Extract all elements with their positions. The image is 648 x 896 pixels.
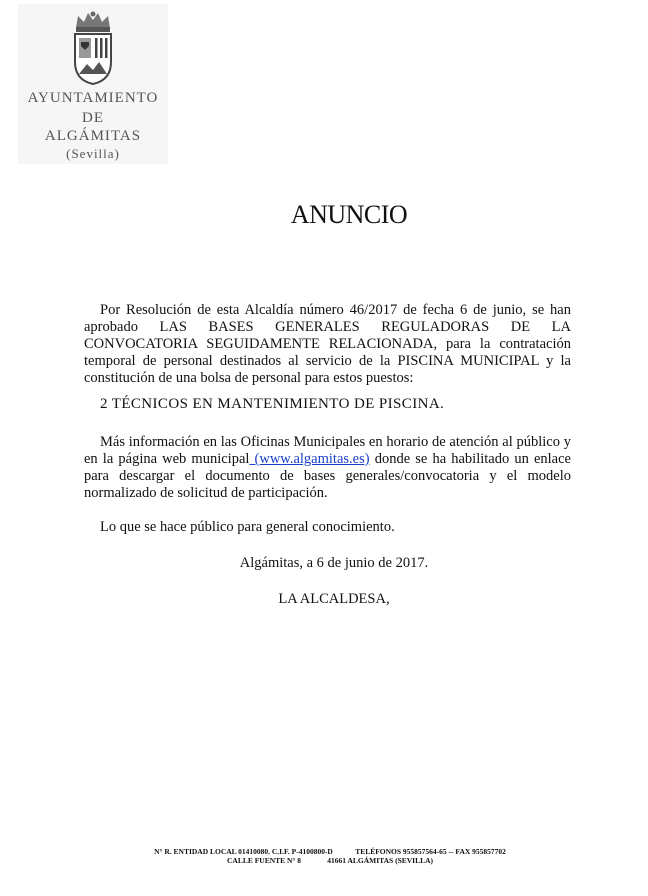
footer-line2: CALLE FUENTE N° 8 41661 ALGÁMITAS (SEVILLA) xyxy=(226,856,433,865)
information-text-continued: donde se ha habilitado un enlace para descargar el documento de bases generales/convocatoria y el modelo normalizado de solicitud de participación. xyxy=(84,451,571,501)
coat-of-arms-icon xyxy=(70,10,116,86)
municipal-crest xyxy=(18,4,168,164)
website-link[interactable]: (www.algamitas.es) xyxy=(249,451,370,467)
positions-line: 2 TÉCNICOS EN MANTENIMIENTO DE PISCINA. xyxy=(100,396,445,412)
crest-text-line3: ALGÁMITAS xyxy=(44,128,142,144)
footer-line1: N° R. ENTIDAD LOCAL 01410080. C.I.F. P-4100800-D TELÉFONOS 955857564-65 -- FAX 955857702 xyxy=(154,847,506,856)
public-notice-line: Lo que se hace público para general conocimiento. xyxy=(100,519,395,535)
information-text: Más información en las Oficinas Municipales en horario de atención al público y en la página web municipal xyxy=(84,434,571,467)
crest-text-line4: (Sevilla) xyxy=(66,146,120,161)
document-title: ANUNCIO xyxy=(290,200,408,229)
crest-text-line2: DE xyxy=(82,110,104,126)
resolution-paragraph: Por Resolución de esta Alcaldía número 46/2017 de fecha 6 de junio, se han aprobado LAS BASES GENERALES REGULADORAS DE LA CONVOCATORIA SEGUIDAMENTE RELACIONADA, para la contratación temporal de personal destinados al servicio de la PISCINA MUNICIPAL y la constitución de una bolsa de personal para estos puestos: xyxy=(84,302,571,386)
page-footer xyxy=(0,847,648,865)
crest-text-line1: AYUNTAMIENTO xyxy=(27,90,159,106)
information-paragraph xyxy=(84,434,571,502)
signatory-line: LA ALCALDESA, xyxy=(278,591,390,607)
place-date-line: Algámitas, a 6 de junio de 2017. xyxy=(239,555,429,571)
